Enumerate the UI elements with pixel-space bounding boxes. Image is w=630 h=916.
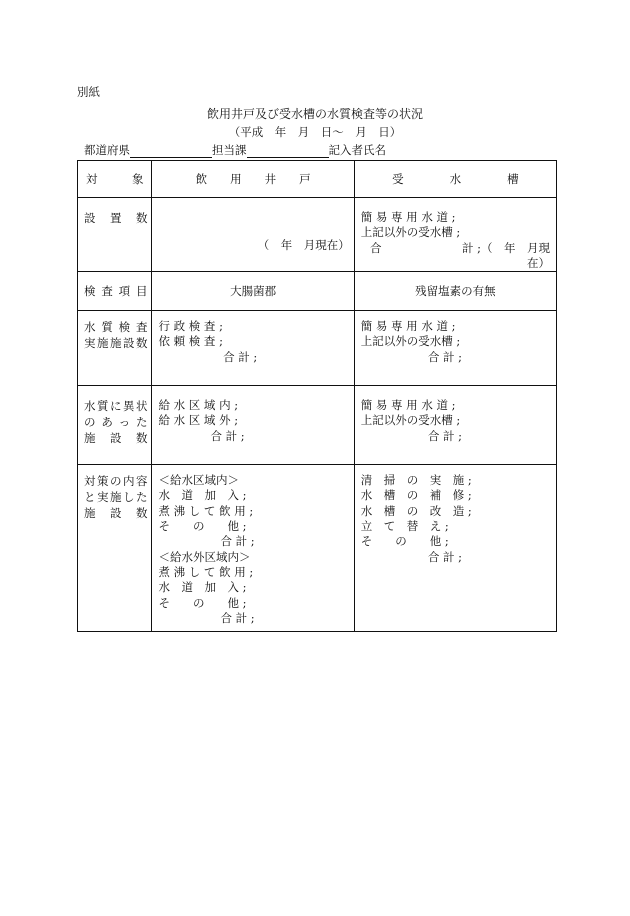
well-item-ecoli: 大腸菌郡 — [230, 284, 277, 299]
row-abnormal-facilities — [78, 386, 557, 465]
well-countermeasures[interactable] — [152, 465, 354, 632]
prefecture-label: 都道府県 — [84, 143, 130, 157]
measures-label-line-1: 対策の内容 — [84, 474, 148, 489]
document-title: 飲用井戸及び受水槽の水質検査等の状況 — [206, 107, 423, 121]
header-tank-text: 受 水 槽 — [392, 172, 519, 186]
well-installed-count[interactable] — [152, 198, 354, 272]
tank-inspection-total: 合 計 ; — [427, 349, 462, 364]
row-countermeasures — [78, 465, 557, 632]
department-blank[interactable] — [247, 144, 329, 158]
tank-inspection-facilities[interactable] — [354, 311, 556, 386]
table-header-row — [78, 161, 557, 198]
well-abnormal-facilities[interactable] — [152, 386, 354, 465]
label-countermeasures — [78, 465, 152, 632]
tank-simple-waterworks: 簡 易 専 用 水 道 ; — [360, 210, 456, 224]
inspection-label-line-2: 実施施設数 — [84, 336, 148, 351]
abnormal-label-line-3: 施 設 数 — [84, 431, 148, 446]
tank-inspection-other: 上記以外の受水槽 ; — [360, 334, 461, 349]
well-asof-date: （ 年 月現在） — [257, 238, 350, 253]
well-requested-inspection: 依 頼 検 査 ; — [158, 334, 223, 349]
tank-abnormal-total: 合 計 ; — [427, 428, 462, 443]
well-abnormal-total: 合 計 ; — [210, 428, 245, 443]
tank-item-chlorine: 残留塩素の有無 — [415, 284, 496, 299]
well-outside-boil: 煮 沸 し て 飲 用 ; — [158, 564, 254, 579]
reporter-fields — [84, 142, 386, 158]
abnormal-label-line-1: 水質に異状 — [84, 399, 148, 414]
well-admin-inspection: 行 政 検 査 ; — [158, 319, 223, 334]
label-inspection-items — [78, 272, 152, 311]
well-inspection-facilities[interactable] — [152, 311, 354, 386]
row-installed-count — [78, 198, 557, 272]
installed-count-label: 設 置 数 — [84, 211, 148, 225]
tank-measures-total: 合 計 ; — [427, 549, 462, 564]
label-inspection-facilities — [78, 311, 152, 386]
abnormal-label-line-2: の あ っ た — [84, 415, 148, 430]
tank-other: そ の 他 ; — [360, 534, 449, 549]
header-well — [152, 161, 354, 198]
well-inspection-item — [152, 272, 354, 311]
label-abnormal-facilities — [78, 386, 152, 465]
prefecture-blank[interactable] — [130, 144, 212, 158]
row-inspection-facilities — [78, 311, 557, 386]
inspection-items-label: 検 査 項 目 — [84, 284, 148, 299]
tank-other-tanks: 上記以外の受水槽 ; — [360, 225, 461, 240]
attachment-label: 別紙 — [77, 85, 100, 99]
well-inside-boil: 煮 沸 し て 飲 用 ; — [158, 503, 254, 518]
tank-abnormal-facilities[interactable] — [354, 386, 556, 465]
well-outside-other: そ の 他 ; — [158, 595, 247, 610]
inspection-status-table — [77, 160, 557, 632]
tank-inspection-simple: 簡 易 専 用 水 道 ; — [360, 319, 456, 334]
well-outside-supply-area: 給 水 区 域 外 ; — [158, 413, 239, 428]
tank-installed-count[interactable] — [354, 198, 556, 272]
well-outside-area-heading: ＜給水外区域内＞ — [158, 549, 251, 564]
tank-abnormal-other: 上記以外の受水槽 ; — [360, 413, 461, 428]
reporting-period: （平成 年 月 日～ 月 日） — [228, 125, 402, 139]
well-inside-total: 合 計 ; — [220, 534, 255, 549]
row-inspection-items — [78, 272, 557, 311]
well-outside-water-connection: 水 道 加 入 ; — [158, 580, 247, 595]
reporter-label: 記入者氏名 — [328, 143, 386, 157]
header-target — [78, 161, 152, 198]
department-label: 担当課 — [212, 143, 247, 157]
well-inside-other: そ の 他 ; — [158, 519, 247, 534]
well-outside-total: 合 計 ; — [220, 610, 255, 625]
tank-repair: 水 槽 の 補 修 ; — [360, 488, 472, 503]
inspection-label-line-1: 水 質 検 査 — [84, 320, 148, 335]
well-inspection-total: 合 計 ; — [196, 349, 258, 364]
label-installed-count — [78, 198, 152, 272]
well-inside-supply-area: 給 水 区 域 内 ; — [158, 398, 239, 413]
tank-modification: 水 槽 の 改 造 ; — [360, 503, 472, 518]
tank-total-asof: 合 計 ;（ 年 月現在） — [369, 240, 550, 270]
header-well-text: 飲 用 井 戸 — [195, 172, 311, 186]
well-inside-area-heading: ＜給水区域内＞ — [158, 473, 239, 488]
tank-countermeasures[interactable] — [354, 465, 556, 632]
tank-inspection-item — [354, 272, 556, 311]
header-target-text: 対 象 — [85, 172, 144, 186]
tank-rebuild: 立 て 替 え ; — [360, 519, 449, 534]
measures-label-line-2: と実施した — [84, 490, 148, 505]
tank-abnormal-simple: 簡 易 専 用 水 道 ; — [360, 398, 456, 413]
well-inside-water-connection: 水 道 加 入 ; — [158, 488, 247, 503]
tank-cleaning: 清 掃 の 実 施 ; — [360, 473, 472, 488]
measures-label-line-3: 施 設 数 — [84, 506, 148, 521]
header-tank — [354, 161, 556, 198]
